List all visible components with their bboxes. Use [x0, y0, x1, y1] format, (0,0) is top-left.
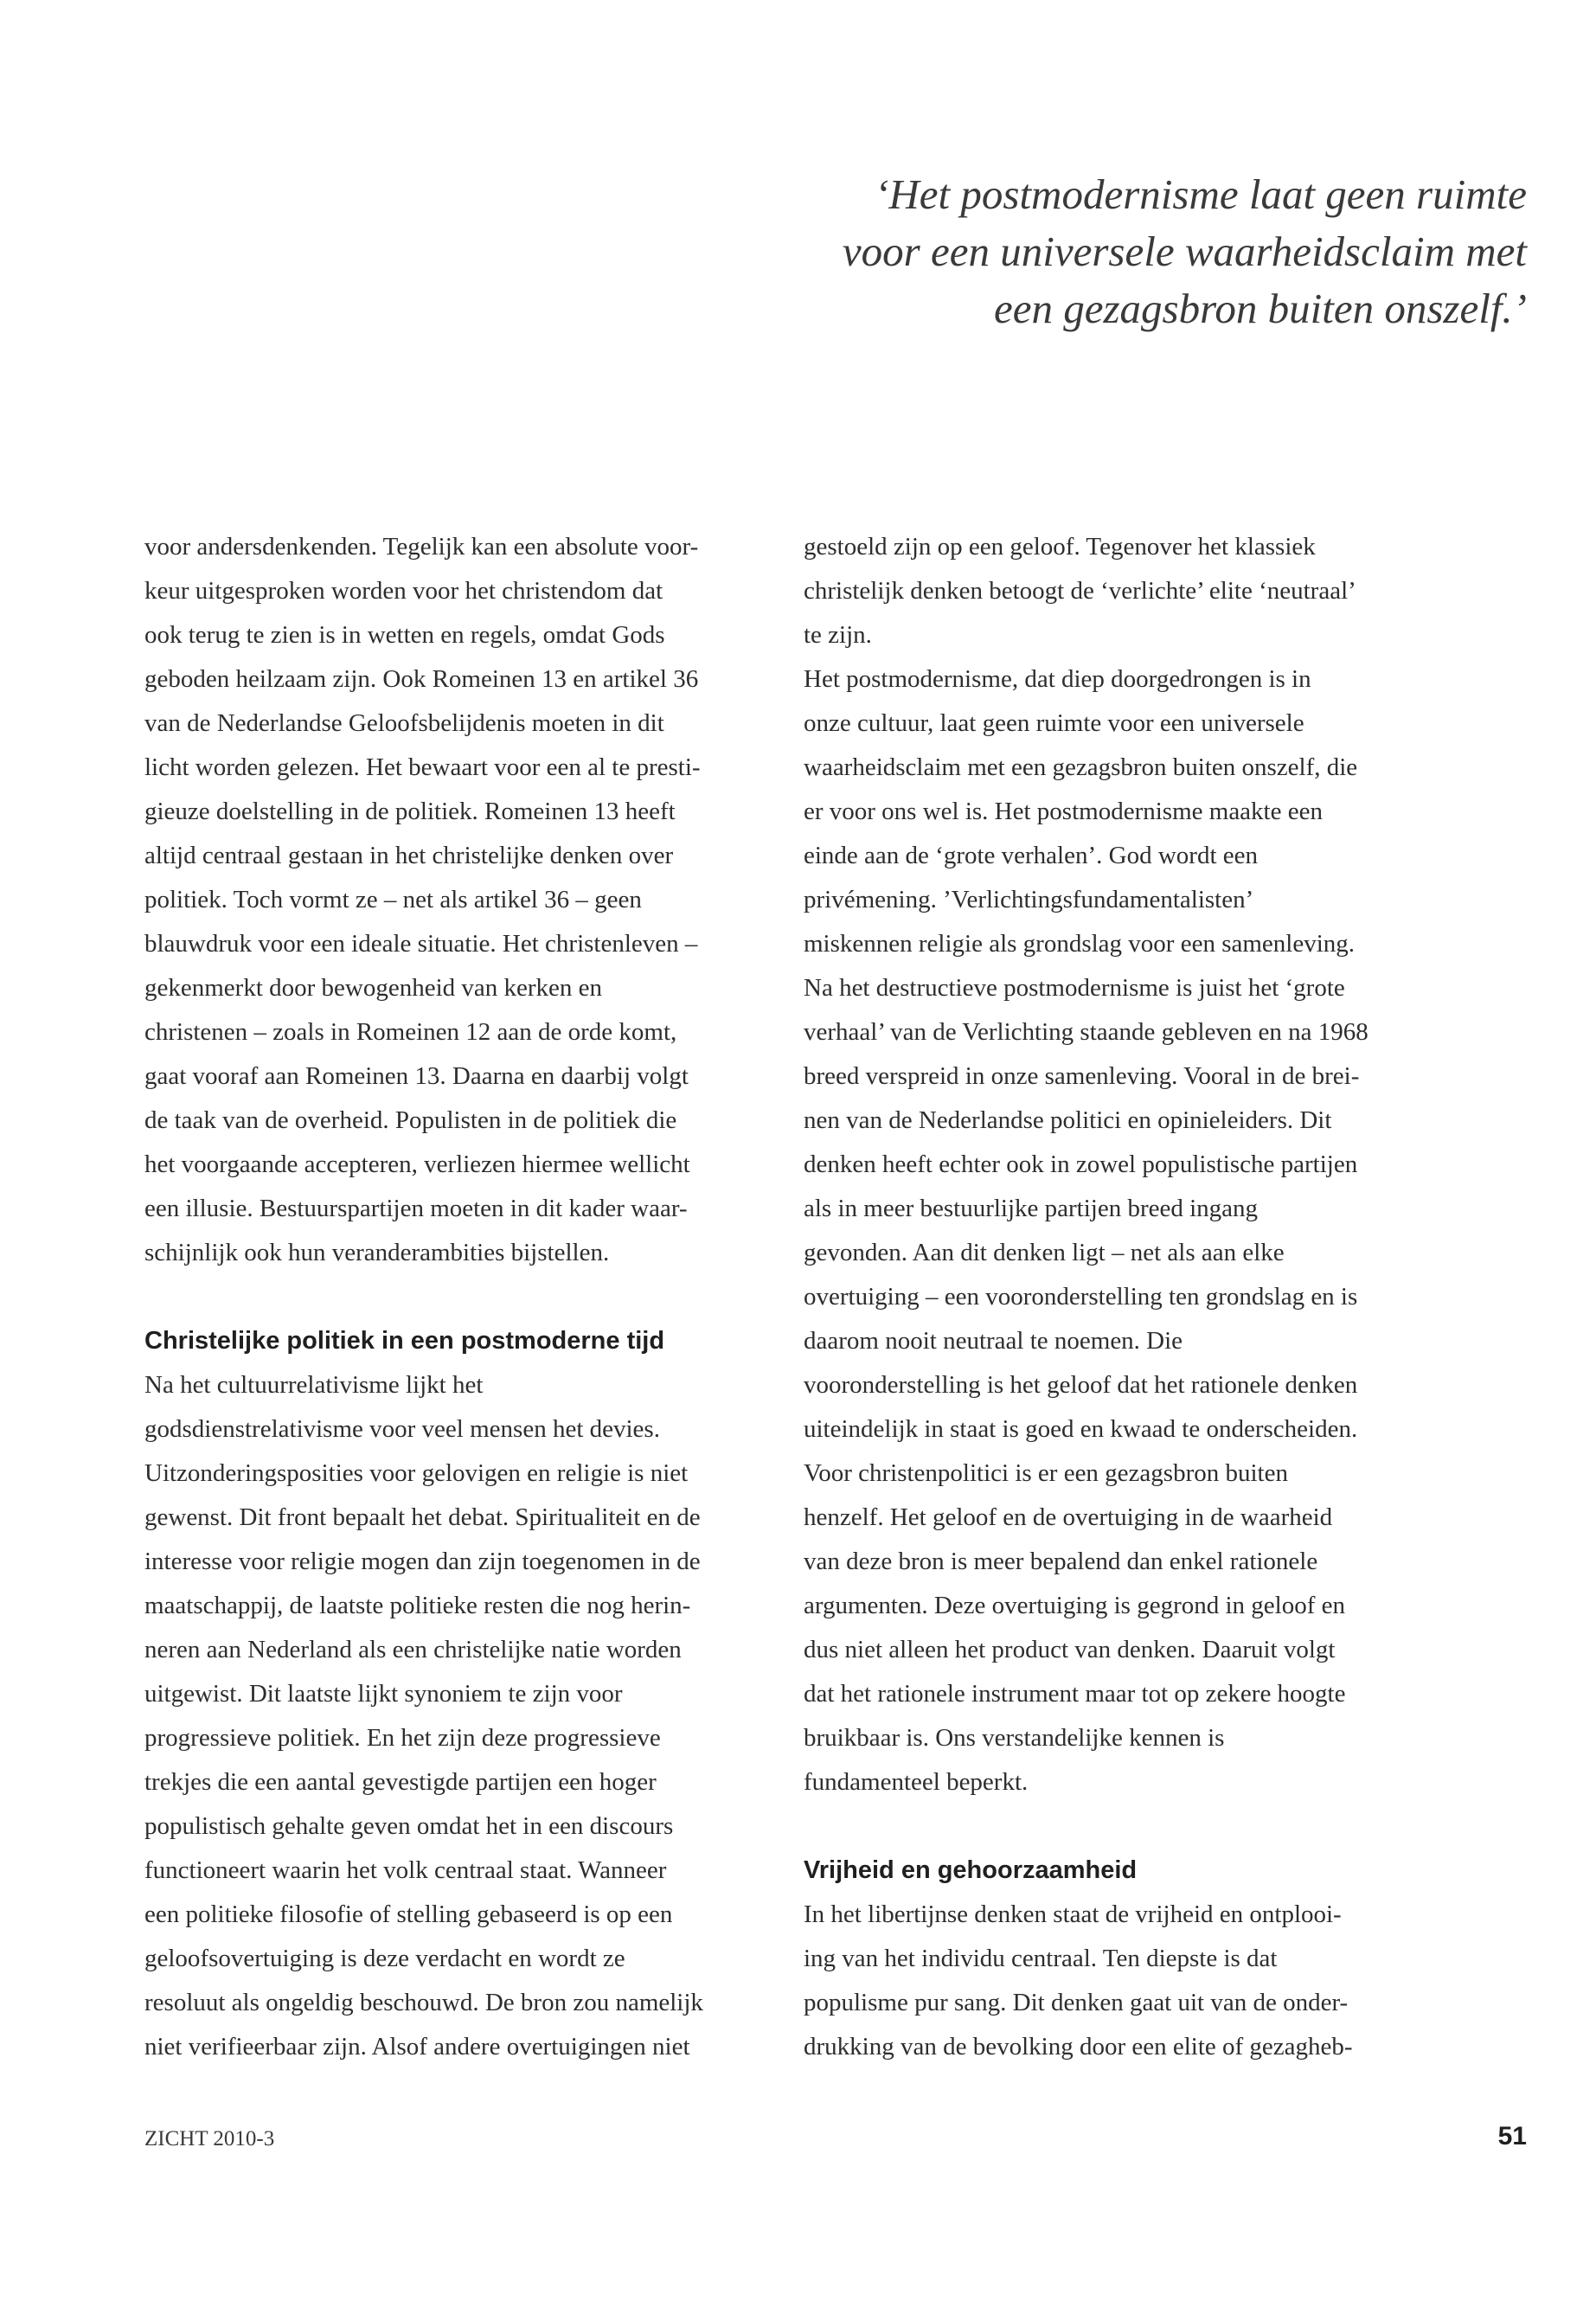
- text-line: als in meer bestuurlijke partijen breed ingang: [804, 1195, 1259, 1222]
- text-line: gaat vooraf aan Romeinen 13. Daarna en daarbij volgt: [144, 1062, 689, 1090]
- text-line: neren aan Nederland als een christelijke natie worden: [144, 1636, 682, 1663]
- text-line: drukking van de bevolking door een elite of gezagheb-: [804, 2033, 1353, 2061]
- text-line: gewenst. Dit front bepaalt het debat. Spiritualiteit en de: [144, 1503, 701, 1531]
- text-line: interesse voor religie mogen dan zijn toegenomen in de: [144, 1548, 701, 1575]
- text-line: christenen – zoals in Romeinen 12 aan de orde komt,: [144, 1018, 677, 1046]
- section-heading: Vrijheid en gehoorzaamheid: [804, 1856, 1138, 1884]
- text-line: argumenten. Deze overtuiging is gegrond in geloof en: [804, 1592, 1346, 1619]
- text-line: vooronderstelling is het geloof dat het rationele denken: [804, 1371, 1358, 1399]
- text-line: politiek. Toch vormt ze – net als artikel 36 – geen: [144, 886, 642, 913]
- pull-quote-line: een gezagsbron buiten onszelf.’: [993, 285, 1527, 332]
- text-line: geboden heilzaam zijn. Ook Romeinen 13 en artikel 36: [144, 665, 699, 693]
- text-line: christelijk denken betoogt de ‘verlichte’ elite ‘neutraal’: [804, 577, 1356, 605]
- text-line: het voorgaande accepteren, verliezen hiermee wellicht: [144, 1150, 690, 1178]
- text-line: nen van de Nederlandse politici en opinieleiders. Dit: [804, 1106, 1332, 1134]
- text-line: godsdienstrelativisme voor veel mensen het devies.: [144, 1415, 660, 1443]
- section-heading: Christelijke politiek in een postmoderne tijd: [144, 1327, 665, 1355]
- right-column: [804, 525, 1426, 2069]
- text-line: Het postmodernisme, dat diep doorgedrongen is in: [804, 665, 1311, 693]
- text-line: denken heeft echter ook in zowel populistische partijen: [804, 1150, 1358, 1178]
- text-line: uitgewist. Dit laatste lijkt synoniem te zijn voor: [144, 1680, 623, 1708]
- text-line: ook terug te zien is in wetten en regels, omdat Gods: [144, 621, 665, 649]
- left-paragraph-1: [144, 525, 767, 1275]
- text-line: verhaal’ van de Verlichting staande gebleven en na 1968: [804, 1018, 1368, 1046]
- left-column: [144, 525, 767, 2069]
- text-line: populisme pur sang. Dit denken gaat uit van de onder-: [804, 1989, 1349, 2016]
- text-line: Na het destructieve postmodernisme is juist het ‘grote: [804, 974, 1345, 1002]
- text-line: privémening. ’Verlichtingsfundamentalisten’: [804, 886, 1254, 913]
- text-line: gestoeld zijn op een geloof. Tegenover het klassiek: [804, 533, 1316, 561]
- paragraph-gap: [144, 1275, 767, 1319]
- text-line: Voor christenpolitici is er een gezagsbron buiten: [804, 1459, 1288, 1487]
- text-line: miskennen religie als grondslag voor een samenleving.: [804, 930, 1356, 958]
- text-line: de taak van de overheid. Populisten in de politiek die: [144, 1106, 677, 1134]
- text-line: niet verifieerbaar zijn. Alsof andere overtuigingen niet: [144, 2033, 690, 2061]
- text-line: blauwdruk voor een ideale situatie. Het christenleven –: [144, 930, 698, 958]
- text-line: breed verspreid in onze samenleving. Vooral in de brei-: [804, 1062, 1360, 1090]
- pull-quote-line: ‘Het postmodernisme laat geen ruimte: [875, 170, 1527, 218]
- text-line: waarheidsclaim met een gezagsbron buiten onszelf, die: [804, 753, 1358, 781]
- left-paragraph-2: [144, 1363, 767, 2069]
- text-line: overtuiging – een vooronderstelling ten grondslag en is: [804, 1283, 1358, 1311]
- text-line: Uitzonderingsposities voor gelovigen en religie is niet: [144, 1459, 689, 1487]
- text-line: altijd centraal gestaan in het christelijke denken over: [144, 842, 674, 869]
- pull-quote: [662, 166, 1527, 337]
- text-line: er voor ons wel is. Het postmodernisme maakte een: [804, 798, 1323, 825]
- text-line: trekjes die een aantal gevestigde partijen een hoger: [144, 1768, 657, 1796]
- right-paragraph-1: [804, 525, 1426, 1804]
- text-line: henzelf. Het geloof en de overtuiging in de waarheid: [804, 1503, 1333, 1531]
- text-line: gieuze doelstelling in de politiek. Romeinen 13 heeft: [144, 798, 676, 825]
- text-line: geloofsovertuiging is deze verdacht en wordt ze: [144, 1945, 625, 1972]
- text-line: licht worden gelezen. Het bewaart voor een al te presti-: [144, 753, 701, 781]
- text-line: resoluut als ongeldig beschouwd. De bron zou namelijk: [144, 1989, 703, 2016]
- text-line: gevonden. Aan dit denken ligt – net als aan elke: [804, 1239, 1285, 1266]
- text-line: dat het rationele instrument maar tot op zekere hoogte: [804, 1680, 1346, 1708]
- text-line: keur uitgesproken worden voor het christendom dat: [144, 577, 663, 605]
- text-line: schijnlijk ook hun veranderambities bijstellen.: [144, 1239, 610, 1266]
- paragraph-gap: [804, 1804, 1426, 1849]
- text-line: functioneert waarin het volk centraal staat. Wanneer: [144, 1856, 667, 1884]
- text-line: te zijn.: [804, 621, 872, 649]
- pull-quote-line: voor een universele waarheidsclaim met: [842, 228, 1527, 275]
- text-line: daarom nooit neutraal te noemen. Die: [804, 1327, 1183, 1355]
- text-line: van deze bron is meer bepalend dan enkel rationele: [804, 1548, 1318, 1575]
- text-line: voor andersdenkenden. Tegelijk kan een absolute voor-: [144, 533, 699, 561]
- text-line: een illusie. Bestuurspartijen moeten in dit kader waar-: [144, 1195, 688, 1222]
- right-paragraph-2: [804, 1893, 1426, 2069]
- text-line: uiteindelijk in staat is goed en kwaad te onderscheiden.: [804, 1415, 1358, 1443]
- text-line: ing van het individu centraal. Ten diepste is dat: [804, 1945, 1278, 1972]
- page-number: 51: [1497, 2122, 1527, 2150]
- text-line: gekenmerkt door bewogenheid van kerken en: [144, 974, 603, 1002]
- text-line: progressieve politiek. En het zijn deze progressieve: [144, 1724, 661, 1752]
- text-line: dus niet alleen het product van denken. Daaruit volgt: [804, 1636, 1336, 1663]
- text-line: een politieke filosofie of stelling gebaseerd is op een: [144, 1900, 673, 1928]
- journal-issue: ZICHT 2010-3: [144, 2127, 275, 2150]
- text-line: van de Nederlandse Geloofsbelijdenis moeten in dit: [144, 709, 664, 737]
- text-line: In het libertijnse denken staat de vrijheid en ontplooi-: [804, 1900, 1342, 1928]
- text-line: bruikbaar is. Ons verstandelijke kennen is: [804, 1724, 1225, 1752]
- text-line: einde aan de ‘grote verhalen’. God wordt een: [804, 842, 1258, 869]
- text-line: Na het cultuurrelativisme lijkt het: [144, 1371, 484, 1399]
- text-line: onze cultuur, laat geen ruimte voor een universele: [804, 709, 1304, 737]
- text-line: fundamenteel beperkt.: [804, 1768, 1029, 1796]
- text-line: populistisch gehalte geven omdat het in een discours: [144, 1812, 674, 1840]
- text-line: maatschappij, de laatste politieke resten die nog herin-: [144, 1592, 691, 1619]
